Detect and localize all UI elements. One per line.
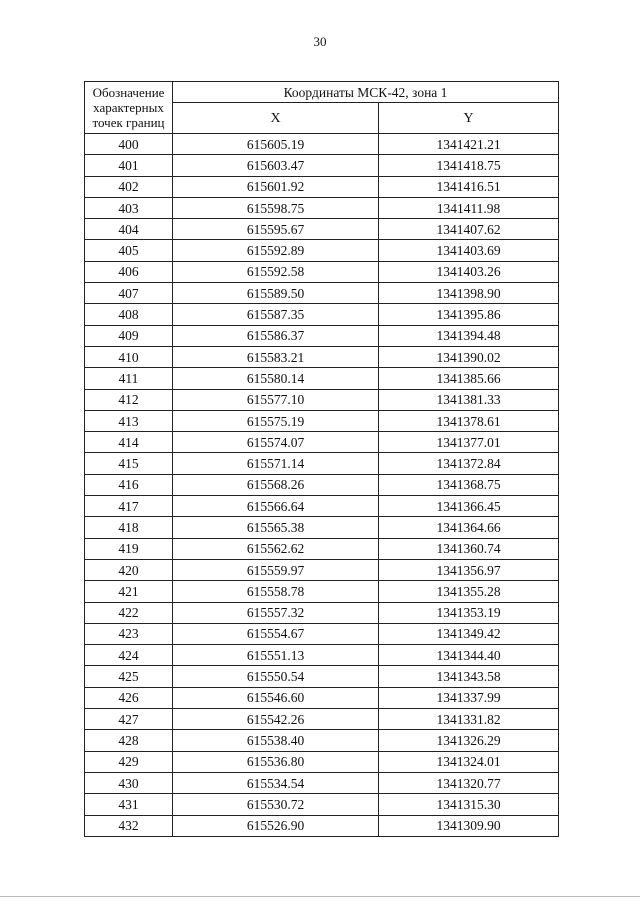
x-coordinate-cell: 615580.14 — [173, 368, 379, 389]
table-row — [85, 176, 559, 197]
point-id-cell: 402 — [85, 176, 173, 197]
x-coordinate-cell: 615554.67 — [173, 623, 379, 644]
point-id-cell: 423 — [85, 623, 173, 644]
point-id-cell: 403 — [85, 197, 173, 218]
x-coordinate-cell: 615577.10 — [173, 389, 379, 410]
table-row — [85, 772, 559, 793]
y-coordinate-cell: 1341353.19 — [379, 602, 559, 623]
table-row — [85, 666, 559, 687]
y-coordinate-cell: 1341378.61 — [379, 410, 559, 431]
y-coordinate-cell: 1341360.74 — [379, 538, 559, 559]
y-coordinate-cell: 1341418.75 — [379, 155, 559, 176]
point-id-cell: 421 — [85, 581, 173, 602]
point-id-cell: 413 — [85, 410, 173, 431]
x-coordinate-cell: 615583.21 — [173, 346, 379, 367]
point-id-cell: 429 — [85, 751, 173, 772]
y-coordinate-cell: 1341366.45 — [379, 496, 559, 517]
x-coordinate-cell: 615575.19 — [173, 410, 379, 431]
point-id-cell: 420 — [85, 559, 173, 580]
point-id-cell: 415 — [85, 453, 173, 474]
y-coordinate-cell: 1341326.29 — [379, 730, 559, 751]
y-coordinate-cell: 1341390.02 — [379, 346, 559, 367]
y-coordinate-cell: 1341344.40 — [379, 645, 559, 666]
point-id-cell: 428 — [85, 730, 173, 751]
x-coordinate-cell: 615557.32 — [173, 602, 379, 623]
point-id-cell: 412 — [85, 389, 173, 410]
x-coordinate-cell: 615587.35 — [173, 304, 379, 325]
point-id-cell: 416 — [85, 474, 173, 495]
x-coordinate-cell: 615592.89 — [173, 240, 379, 261]
y-coordinate-cell: 1341349.42 — [379, 623, 559, 644]
table-row — [85, 346, 559, 367]
y-coordinate-cell: 1341407.62 — [379, 219, 559, 240]
y-coordinate-cell: 1341381.33 — [379, 389, 559, 410]
x-coordinate-cell: 615559.97 — [173, 559, 379, 580]
point-id-cell: 431 — [85, 794, 173, 815]
x-coordinate-cell: 615565.38 — [173, 517, 379, 538]
table-row — [85, 240, 559, 261]
x-coordinate-cell: 615566.64 — [173, 496, 379, 517]
table-row — [85, 453, 559, 474]
table-row — [85, 325, 559, 346]
point-id-cell: 432 — [85, 815, 173, 836]
table-row — [85, 197, 559, 218]
y-coordinate-cell: 1341355.28 — [379, 581, 559, 602]
x-coordinate-cell: 615558.78 — [173, 581, 379, 602]
point-id-header: Обозначение характерных точек границ — [85, 82, 173, 134]
x-coordinate-cell: 615586.37 — [173, 325, 379, 346]
x-coordinate-cell: 615574.07 — [173, 432, 379, 453]
y-coordinate-cell: 1341403.26 — [379, 261, 559, 282]
point-id-cell: 410 — [85, 346, 173, 367]
x-coordinate-cell: 615589.50 — [173, 283, 379, 304]
point-id-cell: 414 — [85, 432, 173, 453]
y-coordinate-cell: 1341395.86 — [379, 304, 559, 325]
page-bottom-edge — [0, 896, 640, 897]
point-id-cell: 417 — [85, 496, 173, 517]
page-number: 30 — [313, 34, 327, 49]
point-id-cell: 408 — [85, 304, 173, 325]
table-row — [85, 559, 559, 580]
x-coordinate-cell: 615530.72 — [173, 794, 379, 815]
table-row — [85, 602, 559, 623]
table-row — [85, 155, 559, 176]
point-id-cell: 401 — [85, 155, 173, 176]
x-coordinate-cell: 615603.47 — [173, 155, 379, 176]
y-column-header: Y — [379, 103, 559, 134]
x-coordinate-cell: 615542.26 — [173, 709, 379, 730]
coordinates-table — [84, 81, 559, 837]
x-coordinate-cell: 615562.62 — [173, 538, 379, 559]
table-row — [85, 304, 559, 325]
table-row — [85, 538, 559, 559]
point-id-cell: 430 — [85, 772, 173, 793]
point-id-cell: 426 — [85, 687, 173, 708]
table-row — [85, 687, 559, 708]
y-coordinate-cell: 1341309.90 — [379, 815, 559, 836]
table-row — [85, 134, 559, 155]
y-coordinate-cell: 1341364.66 — [379, 517, 559, 538]
y-coordinate-cell: 1341320.77 — [379, 772, 559, 793]
table-row — [85, 645, 559, 666]
table-row — [85, 283, 559, 304]
x-coordinate-cell: 615546.60 — [173, 687, 379, 708]
point-id-cell: 407 — [85, 283, 173, 304]
point-id-cell: 406 — [85, 261, 173, 282]
table-row — [85, 581, 559, 602]
coordinate-system-header: Координаты МСК-42, зона 1 — [173, 82, 559, 103]
point-id-cell: 405 — [85, 240, 173, 261]
table-row — [85, 794, 559, 815]
point-id-cell: 424 — [85, 645, 173, 666]
x-coordinate-cell: 615605.19 — [173, 134, 379, 155]
x-coordinate-cell: 615568.26 — [173, 474, 379, 495]
table-row — [85, 261, 559, 282]
point-id-cell: 418 — [85, 517, 173, 538]
x-coordinate-cell: 615592.58 — [173, 261, 379, 282]
point-id-cell: 411 — [85, 368, 173, 389]
table-row — [85, 368, 559, 389]
table-row — [85, 432, 559, 453]
x-coordinate-cell: 615595.67 — [173, 219, 379, 240]
table-header — [85, 82, 559, 134]
y-coordinate-cell: 1341331.82 — [379, 709, 559, 730]
table-row — [85, 517, 559, 538]
y-coordinate-cell: 1341416.51 — [379, 176, 559, 197]
table-row — [85, 474, 559, 495]
y-coordinate-cell: 1341315.30 — [379, 794, 559, 815]
x-coordinate-cell: 615526.90 — [173, 815, 379, 836]
x-coordinate-cell: 615536.80 — [173, 751, 379, 772]
table-row — [85, 751, 559, 772]
x-coordinate-cell: 615601.92 — [173, 176, 379, 197]
x-coordinate-cell: 615534.54 — [173, 772, 379, 793]
y-coordinate-cell: 1341403.69 — [379, 240, 559, 261]
point-id-cell: 409 — [85, 325, 173, 346]
y-coordinate-cell: 1341337.99 — [379, 687, 559, 708]
point-id-cell: 422 — [85, 602, 173, 623]
point-id-cell: 400 — [85, 134, 173, 155]
x-coordinate-cell: 615598.75 — [173, 197, 379, 218]
y-coordinate-cell: 1341377.01 — [379, 432, 559, 453]
y-coordinate-cell: 1341421.21 — [379, 134, 559, 155]
point-id-cell: 425 — [85, 666, 173, 687]
y-coordinate-cell: 1341372.84 — [379, 453, 559, 474]
y-coordinate-cell: 1341368.75 — [379, 474, 559, 495]
table-row — [85, 730, 559, 751]
y-coordinate-cell: 1341324.01 — [379, 751, 559, 772]
table-body — [85, 134, 559, 837]
point-id-cell: 427 — [85, 709, 173, 730]
table-row — [85, 709, 559, 730]
point-id-cell: 419 — [85, 538, 173, 559]
y-coordinate-cell: 1341343.58 — [379, 666, 559, 687]
table-row — [85, 815, 559, 836]
y-coordinate-cell: 1341398.90 — [379, 283, 559, 304]
table-row — [85, 496, 559, 517]
x-coordinate-cell: 615571.14 — [173, 453, 379, 474]
x-column-header: X — [173, 103, 379, 134]
point-id-cell: 404 — [85, 219, 173, 240]
y-coordinate-cell: 1341385.66 — [379, 368, 559, 389]
table-row — [85, 623, 559, 644]
x-coordinate-cell: 615550.54 — [173, 666, 379, 687]
table-row — [85, 410, 559, 431]
table-row — [85, 219, 559, 240]
table-row — [85, 389, 559, 410]
y-coordinate-cell: 1341411.98 — [379, 197, 559, 218]
y-coordinate-cell: 1341394.48 — [379, 325, 559, 346]
x-coordinate-cell: 615551.13 — [173, 645, 379, 666]
y-coordinate-cell: 1341356.97 — [379, 559, 559, 580]
x-coordinate-cell: 615538.40 — [173, 730, 379, 751]
